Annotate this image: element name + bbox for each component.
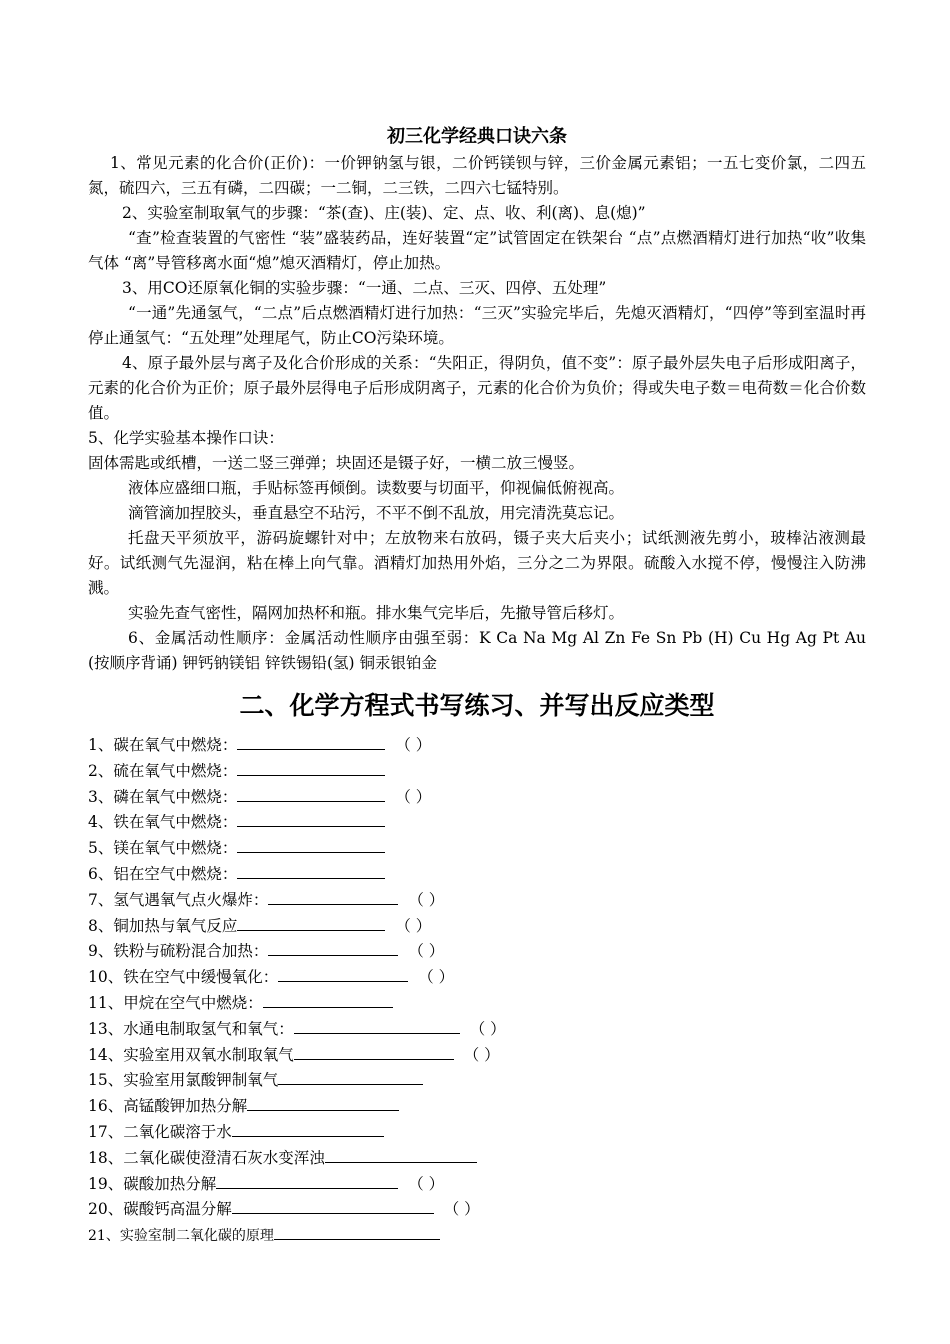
- document-content: [88, 125, 866, 1249]
- exercise-item: [88, 1093, 866, 1119]
- reaction-type-blank[interactable]: （ ）: [418, 968, 455, 987]
- section1-paragraph: “查”检查装置的气密性 “装”盛装药品，连好装置“定”试管固定在铁架台 “点”点燃酒精灯进行加热“收”收集气体 “离”导管移离水面“熄”熄灭酒精灯，停止加热。: [88, 229, 866, 272]
- exercise-label: 13、水通电制取氢气和氧气：: [88, 1019, 294, 1038]
- exercise-label: 11、甲烷在空气中燃烧：: [88, 993, 263, 1012]
- section1-paragraph: 6、金属活动性顺序：金属活动性顺序由强至弱：K Ca Na Mg Al Zn Fe Sn Pb (H) Cu Hg Ag Pt Au (按顺序背诵) 钾钙钠镁铝 锌铁锡铅(氢) 铜汞银铂金: [88, 629, 866, 672]
- answer-blank[interactable]: [237, 913, 385, 931]
- section1-paragraph: 实验先查气密性，隔网加热杯和瓶。排水集气完毕后，先撤导管后移灯。: [128, 604, 625, 622]
- reaction-type-blank[interactable]: （ ）: [395, 736, 432, 754]
- section1-body: [88, 151, 866, 676]
- exercise-item: [88, 990, 866, 1016]
- exercise-list: [88, 732, 866, 1249]
- exercise-item: [88, 964, 866, 990]
- exercise-item: [88, 861, 866, 887]
- exercise-item: [88, 1119, 866, 1145]
- exercise-item: [88, 758, 866, 784]
- answer-blank[interactable]: [237, 861, 385, 879]
- section1-paragraph: “一通”先通氢气，“二点”后点燃酒精灯进行加热：“三灭”实验完毕后，先熄灭酒精灯，“四停”等到室温时再停止通氢气：“五处理”处理尾气，防止CO污染环境。: [88, 304, 866, 347]
- section1-paragraph: 滴管滴加捏胶头，垂直悬空不玷污，不平不倒不乱放，用完清洗莫忘记。: [128, 504, 625, 522]
- exercise-item: [88, 1145, 866, 1171]
- exercise-item: [88, 1042, 866, 1068]
- section1-paragraph: 托盘天平须放平，游码旋螺针对中；左放物来右放码，镊子夹大后夹小；试纸测液先剪小，玻棒沾液测最好。试纸测气先湿润，粘在棒上向气靠。酒精灯加热用外焰，三分之二为界限。硫酸入水搅不停，慢慢注入防沸溅。: [88, 529, 866, 597]
- exercise-item: [88, 809, 866, 835]
- reaction-type-blank[interactable]: （ ）: [395, 916, 432, 935]
- exercise-item: [88, 732, 866, 758]
- section1-paragraph: 固体需匙或纸槽，一送二竖三弹弹；块固还是镊子好，一横二放三慢竖。: [88, 454, 585, 472]
- exercise-label: 2、硫在氧气中燃烧：: [88, 761, 238, 780]
- answer-blank[interactable]: [325, 1145, 477, 1163]
- section1-paragraph: 液体应盛细口瓶，手贴标签再倾倒。读数要与切面平，仰视偏低俯视高。: [128, 479, 625, 497]
- exercise-label: 17、二氧化碳溶于水: [88, 1122, 232, 1141]
- section2-title: 二、化学方程式书写练习、并写出反应类型: [239, 691, 715, 720]
- exercise-item: [88, 1196, 866, 1222]
- section1-paragraph: 5、化学实验基本操作口诀：: [88, 429, 284, 447]
- reaction-type-blank[interactable]: （ ）: [463, 1045, 500, 1064]
- section1-paragraph: 4、原子最外层与离子及化合价形成的关系：“失阳正，得阴负，值不变”：原子最外层失电子后形成阳离子，元素的化合价为正价；原子最外层得电子后形成阴离子，元素的化合价为负价；得或失电子数＝电荷数＝化合价数值。: [88, 354, 866, 422]
- exercise-label: 8、铜加热与氧气反应: [88, 916, 238, 935]
- answer-blank[interactable]: [232, 1119, 384, 1137]
- section1-paragraph: 1、常见元素的化合价(正价)：一价钾钠氢与银，二价钙镁钡与锌，三价金属元素铝；一五七变价氯，二四五氮，硫四六，三五有磷，二四碳；一二铜，二三铁，二四六七锰特别。: [88, 154, 866, 197]
- section1-title: 初三化学经典口诀六条: [387, 126, 567, 147]
- answer-blank[interactable]: [294, 1016, 460, 1034]
- exercise-item: [88, 1222, 866, 1249]
- section1-paragraph: 2、实验室制取氧气的步骤：“茶(查)、庄(装)、定、点、收、利(离)、息(熄)”: [122, 204, 646, 222]
- exercise-label: 7、氢气遇氧气点火爆炸：: [88, 890, 269, 909]
- exercise-label: 20、碳酸钙高温分解: [88, 1200, 232, 1219]
- exercise-item: [88, 938, 866, 964]
- exercise-item: [88, 1171, 866, 1197]
- exercise-item: [88, 1067, 866, 1093]
- exercise-label: 5、镁在氧气中燃烧：: [88, 839, 238, 858]
- reaction-type-blank[interactable]: （ ）: [395, 787, 432, 806]
- exercise-label: 16、高锰酸钾加热分解: [88, 1097, 248, 1116]
- answer-blank[interactable]: [237, 758, 385, 776]
- exercise-item: [88, 887, 866, 913]
- reaction-type-blank[interactable]: （ ）: [469, 1019, 506, 1038]
- exercise-label: 15、实验室用氯酸钾制氧气: [88, 1071, 279, 1090]
- exercise-label: 4、铁在氧气中燃烧：: [88, 813, 238, 832]
- answer-blank[interactable]: [268, 938, 398, 956]
- exercise-label: 21、实验室制二氧化碳的原理: [88, 1228, 274, 1245]
- section1-paragraph: 3、用CO还原氧化铜的实验步骤：“一通、二点、三灭、四停、五处理”: [122, 279, 607, 297]
- reaction-type-blank[interactable]: （ ）: [408, 890, 445, 909]
- exercise-label: 18、二氧化碳使澄清石灰水变浑浊: [88, 1148, 325, 1167]
- answer-blank[interactable]: [237, 835, 385, 853]
- reaction-type-blank[interactable]: （ ）: [408, 1174, 445, 1193]
- exercise-label: 1、碳在氧气中燃烧：: [88, 736, 238, 754]
- answer-blank[interactable]: [237, 809, 385, 827]
- answer-blank[interactable]: [232, 1196, 434, 1214]
- exercise-label: 6、铝在空气中燃烧：: [88, 864, 238, 883]
- exercise-item: [88, 784, 866, 810]
- answer-blank[interactable]: [263, 990, 393, 1008]
- exercise-label: 10、铁在空气中缓慢氧化：: [88, 968, 279, 987]
- answer-blank[interactable]: [237, 732, 385, 750]
- answer-blank[interactable]: [278, 964, 408, 982]
- exercise-item: [88, 1016, 866, 1042]
- exercise-label: 3、磷在氧气中燃烧：: [88, 787, 238, 806]
- answer-blank[interactable]: [247, 1093, 399, 1111]
- answer-blank[interactable]: [237, 784, 385, 802]
- exercise-label: 14、实验室用双氧水制取氧气: [88, 1045, 294, 1064]
- answer-blank[interactable]: [294, 1042, 454, 1060]
- exercise-item: [88, 835, 866, 861]
- exercise-label: 9、铁粉与硫粉混合加热：: [88, 942, 269, 961]
- reaction-type-blank[interactable]: （ ）: [443, 1200, 480, 1219]
- reaction-type-blank[interactable]: （ ）: [408, 942, 445, 961]
- answer-blank[interactable]: [216, 1171, 398, 1189]
- exercise-label: 19、碳酸加热分解: [88, 1174, 217, 1193]
- answer-blank[interactable]: [278, 1067, 423, 1085]
- answer-blank[interactable]: [274, 1222, 440, 1240]
- exercise-item: [88, 913, 866, 939]
- answer-blank[interactable]: [268, 887, 398, 905]
